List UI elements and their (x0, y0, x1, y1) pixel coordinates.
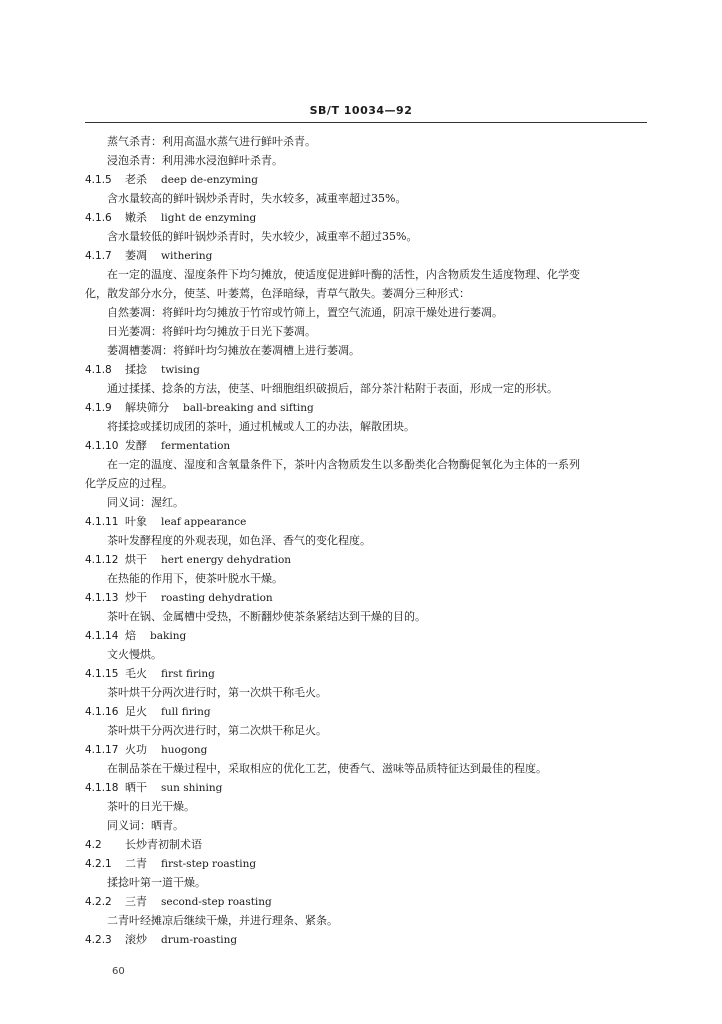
definition-text: 在一定的温度、湿度和含氧量条件下，茶叶内含物质发生以多酚类化合物酶促氧化为主体的一系列 (107, 458, 580, 471)
term-number: 4.1.8 (85, 364, 112, 376)
definition-text: 含水量较低的鲜叶锅炒杀青时，失水较少，减重率不超过35%。 (107, 230, 418, 243)
definition-text: 日光萎凋：将鲜叶均匀摊放于日光下萎凋。 (107, 325, 316, 338)
term-english: drum-roasting (161, 934, 238, 946)
term-english: huogong (161, 744, 208, 756)
term-english: light de enzyming (161, 212, 257, 224)
term-number: 4.1.18 (85, 782, 119, 794)
term-heading (85, 208, 655, 227)
definition-text: 茶叶烘干分两次进行时，第二次烘干称足火。 (107, 724, 327, 737)
term-heading (85, 835, 655, 854)
document-code-header: SB/T 10034—92 (309, 104, 413, 117)
term-chinese: 三青 (125, 895, 147, 908)
term-chinese: 毛火 (125, 667, 147, 680)
term-chinese: 烘干 (125, 553, 147, 566)
term-heading (85, 626, 655, 645)
term-heading (85, 778, 655, 797)
term-heading (85, 360, 655, 379)
definition-text: 茶叶发酵程度的外观表现，如色泽、香气的变化程度。 (107, 534, 371, 547)
term-heading (85, 854, 655, 873)
definition-text: 在制品茶在干燥过程中，采取相应的优化工艺，使香气、滋味等品质特征达到最佳的程度。 (107, 762, 547, 775)
definition-continuation: 化，散发部分水分，使茎、叶萎蔫，色泽暗绿，青草气散失。萎凋分三种形式： (85, 287, 470, 300)
term-number: 4.1.13 (85, 592, 119, 604)
term-heading (85, 740, 655, 759)
term-heading (85, 588, 655, 607)
term-number: 4.1.16 (85, 706, 119, 718)
term-english: fermentation (161, 440, 231, 452)
term-heading (85, 398, 655, 417)
definition-text: 萎凋槽萎凋：将鲜叶均匀摊放在萎凋槽上进行萎凋。 (107, 344, 360, 357)
term-number: 4.1.12 (85, 554, 119, 566)
term-chinese: 长炒青初制术语 (125, 838, 202, 851)
term-english: hert energy dehydration (161, 554, 292, 566)
term-english: second-step roasting (161, 896, 272, 908)
term-heading (85, 930, 655, 949)
term-english: first firing (161, 668, 215, 680)
header-rule (85, 122, 647, 123)
document-body (85, 132, 655, 949)
term-english: full firing (161, 706, 211, 718)
definition-text: 将揉捻或揉切成团的茶叶，通过机械或人工的办法，解散团块。 (107, 420, 415, 433)
definition-text: 同义词：晒青。 (107, 819, 184, 832)
term-english: ball-breaking and sifting (183, 402, 314, 414)
term-number: 4.2.1 (85, 858, 112, 870)
definition-continuation: 化学反应的过程。 (85, 477, 173, 490)
term-english: twising (161, 364, 200, 376)
term-english: first-step roasting (161, 858, 257, 870)
term-chinese: 解块筛分 (125, 401, 169, 414)
definition-text: 通过揉揉、捻条的方法，使茎、叶细胞组织破损后，部分茶汁粘附于表面，形成一定的形状。 (107, 382, 558, 395)
definition-text: 同义词：渥红。 (107, 496, 184, 509)
term-english: deep de-enzyming (161, 174, 258, 186)
term-english: withering (161, 250, 213, 262)
term-chinese: 火功 (125, 743, 147, 756)
term-chinese: 滚炒 (125, 933, 147, 946)
term-chinese: 焙 (125, 629, 136, 642)
term-heading (85, 702, 655, 721)
term-chinese: 足火 (125, 705, 147, 718)
definition-text: 茶叶的日光干燥。 (107, 800, 195, 813)
definition-text: 茶叶在锅、金属槽中受热，不断翻炒使茶条紧结达到干燥的目的。 (107, 610, 426, 623)
term-chinese: 萎凋 (125, 249, 147, 262)
term-chinese: 发酵 (125, 439, 147, 452)
term-chinese: 叶象 (125, 515, 147, 528)
term-heading (85, 436, 655, 455)
definition-text: 揉捻叶第一道干燥。 (107, 876, 206, 889)
term-chinese: 炒干 (125, 591, 147, 604)
term-number: 4.2 (85, 839, 102, 851)
definition-text: 文火慢烘。 (107, 648, 162, 661)
term-heading (85, 170, 655, 189)
term-heading (85, 892, 655, 911)
page-number: 60 (112, 966, 125, 977)
term-english: leaf appearance (161, 516, 247, 528)
term-number: 4.1.7 (85, 250, 112, 262)
definition-text: 二青叶经摊凉后继续干燥，并进行理条、紧条。 (107, 914, 338, 927)
term-number: 4.1.17 (85, 744, 119, 756)
term-number: 4.1.9 (85, 402, 112, 414)
term-chinese: 老杀 (125, 173, 147, 186)
term-english: roasting dehydration (161, 592, 273, 604)
term-number: 4.1.11 (85, 516, 119, 528)
definition-text: 茶叶烘干分两次进行时，第一次烘干称毛火。 (107, 686, 327, 699)
definition-text: 含水量较高的鲜叶锅炒杀青时，失水较多，减重率超过35%。 (107, 192, 407, 205)
term-heading (85, 664, 655, 683)
term-number: 4.2.2 (85, 896, 112, 908)
definition-text: 浸泡杀青：利用沸水浸泡鲜叶杀青。 (107, 154, 283, 167)
term-chinese: 晒干 (125, 781, 147, 794)
definition-text: 在热能的作用下，使茶叶脱水干燥。 (107, 572, 283, 585)
term-heading (85, 512, 655, 531)
definition-text: 蒸气杀青：利用高温水蒸气进行鲜叶杀青。 (107, 135, 316, 148)
term-number: 4.1.10 (85, 440, 119, 452)
term-number: 4.1.15 (85, 668, 119, 680)
term-number: 4.2.3 (85, 934, 112, 946)
term-number: 4.1.5 (85, 174, 112, 186)
definition-text: 自然萎凋：将鲜叶均匀摊放于竹帘或竹筛上，置空气流通，阴凉干燥处进行萎凋。 (107, 306, 503, 319)
term-heading (85, 246, 655, 265)
term-chinese: 嫩杀 (125, 211, 147, 224)
term-number: 4.1.14 (85, 630, 119, 642)
term-english: baking (150, 630, 187, 642)
term-english: sun shining (161, 782, 223, 794)
term-heading (85, 550, 655, 569)
term-chinese: 二青 (125, 857, 147, 870)
definition-text: 在一定的温度、湿度条件下均匀摊放，使适度促进鲜叶酶的活性，内含物质发生适度物理、化学变 (107, 268, 580, 281)
term-number: 4.1.6 (85, 212, 112, 224)
term-chinese: 揉捻 (125, 363, 147, 376)
